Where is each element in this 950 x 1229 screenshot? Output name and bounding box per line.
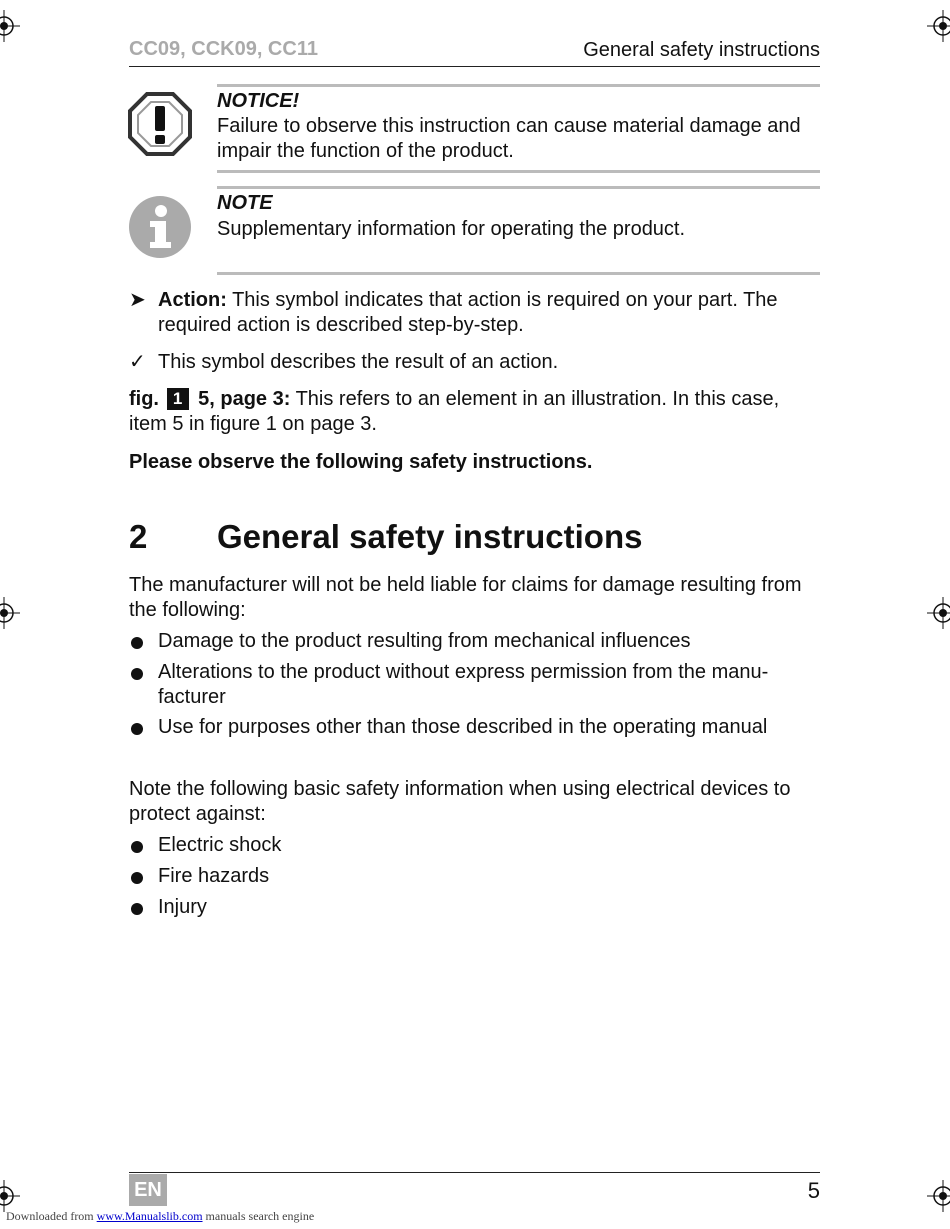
note-text: Supplementary information for operating the product. (217, 218, 686, 240)
download-prefix: Downloaded from (6, 1209, 97, 1223)
fig-ref: 5, page 3: (198, 388, 291, 410)
registration-mark-bottom-left (0, 1180, 20, 1212)
footer-rule (129, 1172, 820, 1173)
list-item-text: Alterations to the product without express permission from the manu-facturer (158, 661, 769, 708)
notice-title: NOTICE! (217, 90, 300, 112)
checkmark-icon: ✓ (129, 351, 146, 373)
header-section-title: General safety instructions (583, 39, 820, 61)
list-item-text: Injury (158, 896, 207, 918)
list-item-text: Use for purposes other than those described in the operating manual (158, 716, 768, 738)
arrow-right-icon: ➤ (129, 289, 146, 311)
fig-description: This refers to an element in an illustration. In this case, item 5 in figure 1 on page 3. (129, 388, 780, 435)
action-text (158, 288, 820, 338)
notice-bottom-rule (217, 170, 820, 173)
page-number: 5 (807, 1178, 820, 1203)
registration-mark-mid-left (0, 597, 20, 629)
section-number: 2 (129, 518, 148, 555)
section-title: General safety instructions (217, 518, 643, 555)
download-footer (6, 1209, 314, 1224)
fig-number-badge: 1 (167, 388, 189, 410)
note-title: NOTE (217, 192, 273, 214)
header-models: CC09, CCK09, CC11 (129, 38, 318, 60)
notice-top-rule (217, 84, 820, 87)
list-item-text: Damage to the product resulting from mechanical influences (158, 630, 691, 652)
registration-mark-mid-right (927, 597, 950, 629)
bullet-icon (131, 903, 143, 915)
figure-reference (129, 387, 820, 437)
bullet-icon (131, 637, 143, 649)
list-item-text: Electric shock (158, 834, 282, 856)
notice-text: Failure to observe this instruction can cause material damage and impair the function of the product. (217, 115, 801, 162)
page-header (129, 38, 820, 67)
exclamation-octagon-icon (128, 92, 192, 161)
manualslib-link[interactable]: www.Manualslib.com (96, 1209, 203, 1223)
bullet-icon (131, 668, 143, 680)
bullet-icon (131, 841, 143, 853)
language-badge: EN (129, 1174, 167, 1206)
liability-intro: The manufacturer will not be held liable for claims for damage resulting from the following: (129, 574, 802, 621)
action-label: Action: (158, 289, 227, 311)
action-description: This symbol indicates that action is required on your part. The required action is described step-by-step. (158, 289, 778, 336)
basic-safety-intro: Note the following basic safety information when using electrical devices to protect against: (129, 778, 791, 825)
bullet-icon (131, 872, 143, 884)
info-circle-icon (129, 196, 191, 263)
registration-mark-top-left (0, 10, 20, 42)
registration-mark-bottom-right (927, 1180, 950, 1212)
note-top-rule (217, 186, 820, 189)
note-bottom-rule (217, 272, 820, 275)
observe-statement: Please observe the following safety instructions. (129, 451, 593, 473)
registration-mark-top-right (927, 10, 950, 42)
result-text: This symbol describes the result of an action. (158, 351, 559, 373)
bullet-icon (131, 723, 143, 735)
list-item-text: Fire hazards (158, 865, 270, 887)
download-suffix: manuals search engine (202, 1209, 315, 1223)
fig-prefix: fig. (129, 388, 159, 410)
